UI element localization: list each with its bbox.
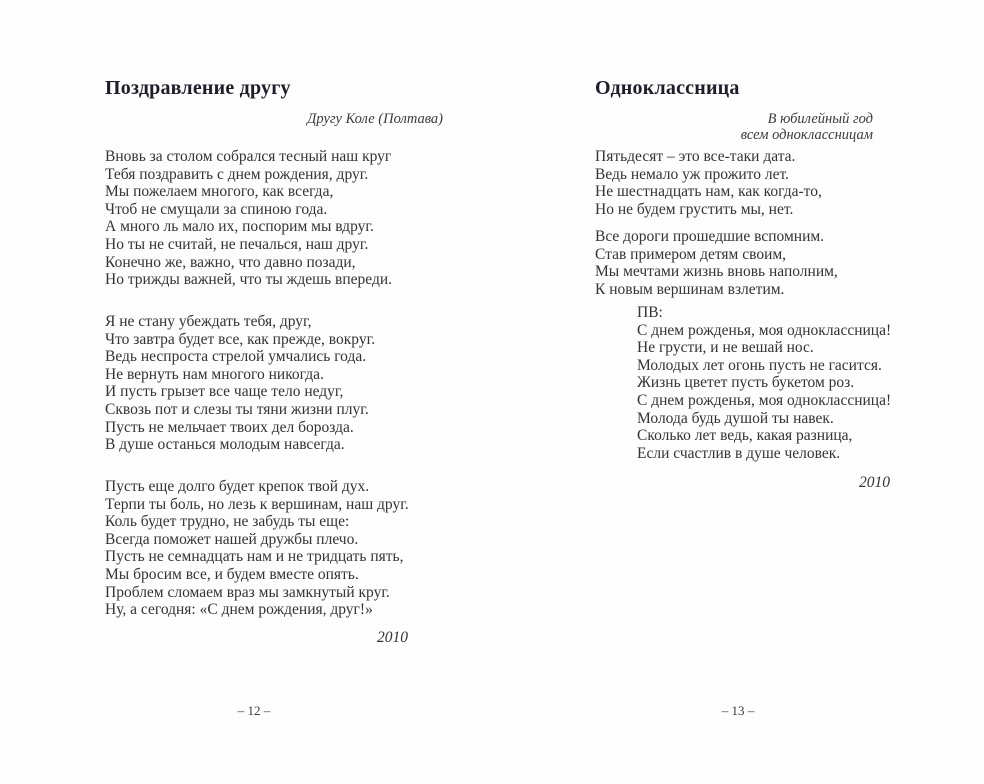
poem-line: Чтоб не смущали за спиною года. <box>105 200 328 218</box>
poem-line: Всегда поможет нашей дружбы плечо. <box>105 530 359 548</box>
poem-line: Пятьдесят – это все-таки дата. <box>595 148 796 165</box>
poem-line: Пусть еще долго будет крепок твой дух. <box>105 478 370 495</box>
poem-line: Мы мечтами жизнь вновь наполним, <box>595 263 838 281</box>
poem-line: Молодых лет огонь пусть не гасится. <box>637 356 882 374</box>
poem-year-left: 2010 <box>377 629 408 646</box>
poem-line: Ведь немало уж прожито лет. <box>595 165 789 183</box>
poem-line: Коль будет трудно, не забудь ты еще: <box>105 513 350 531</box>
poem-line: Не грусти, и не вешай нос. <box>637 339 814 357</box>
poem-line: Терпи ты боль, но лезь к вершинам, наш друг. <box>105 495 409 513</box>
poem-line: Все дороги прошедшие вспомним. <box>595 228 825 245</box>
poem-line: И пусть грызет все чаще тело недуг, <box>105 383 344 401</box>
poem-line: Сквозь пот и слезы ты тяни жизни плуг. <box>105 400 369 418</box>
poem-line: Сколько лет ведь, какая разница, <box>637 427 853 445</box>
poem-line: Но трижды важней, что ты ждешь впереди. <box>105 271 393 289</box>
poem-line: С днем рожденья, моя одноклассница! <box>637 391 892 409</box>
dedication-right <box>595 112 873 143</box>
stanza-right-1 <box>595 148 822 218</box>
page-number-left: – 12 – <box>237 703 271 718</box>
poem-line: В душе останься молодым навсегда. <box>105 436 345 454</box>
poem-line: А много ль мало их, поспорим мы вдруг. <box>105 218 374 236</box>
poem-line: Тебя поздравить с днем рождения, друг. <box>105 165 369 183</box>
dedication-left: Другу Коле (Полтава) <box>307 111 443 127</box>
poem-line: С днем рожденья, моя одноклассница! <box>637 321 892 339</box>
poem-line: Проблем сломаем враз мы замкнутый круг. <box>105 583 390 601</box>
poem-line: Мы пожелаем многого, как всегда, <box>105 183 334 201</box>
left-page <box>105 0 485 784</box>
poem-line: Не шестнадцать нам, как когда-то, <box>595 183 822 201</box>
stanza-left-3 <box>105 478 409 619</box>
poem-line: Я не стану убеждать тебя, друг, <box>105 313 312 330</box>
stanza-left-2 <box>105 313 375 454</box>
poem-title-right: Одноклассница <box>595 77 740 99</box>
refrain-block <box>637 304 891 462</box>
poem-line: Молода будь душой ты навек. <box>637 409 834 427</box>
poem-line: Мы бросим все, и будем вместе опять. <box>105 565 359 583</box>
poem-line: Но не будем грустить мы, нет. <box>595 200 794 218</box>
poem-line: Вновь за столом собрался тесный наш круг <box>105 148 392 165</box>
stanza-right-2 <box>595 228 838 298</box>
poem-line: Пусть не семнадцать нам и не тридцать пять, <box>105 548 404 566</box>
poem-line: Пусть не мельчает твоих дел борозда. <box>105 418 354 436</box>
poem-line: Ну, а сегодня: «С днем рождения, друг!» <box>105 601 373 619</box>
poem-line: Что завтра будет все, как прежде, вокруг. <box>105 330 376 348</box>
poem-line: Конечно же, важно, что давно позади, <box>105 253 356 271</box>
poem-title-left: Поздравление другу <box>105 77 291 99</box>
poem-line: К новым вершинам взлетим. <box>595 280 785 298</box>
poem-line: всем одноклассницам <box>740 126 873 143</box>
poem-line: В юбилейный год <box>767 111 873 127</box>
stanza-left-1 <box>105 148 392 289</box>
poem-line: Если счастлив в душе человек. <box>637 444 841 462</box>
right-page <box>595 0 975 784</box>
poem-year-right: 2010 <box>859 474 890 491</box>
refrain-label: ПВ: <box>637 304 663 321</box>
poem-line: Ведь неспроста стрелой умчались года. <box>105 348 367 366</box>
poem-line: Но ты не считай, не печалься, наш друг. <box>105 235 369 253</box>
poem-line: Не вернуть нам многого никогда. <box>105 365 324 383</box>
poem-line: Жизнь цветет пусть букетом роз. <box>637 374 855 392</box>
refrain-lines <box>637 322 891 463</box>
page-number-right: – 13 – <box>721 703 755 718</box>
poem-line: Став примером детям своим, <box>595 245 787 263</box>
